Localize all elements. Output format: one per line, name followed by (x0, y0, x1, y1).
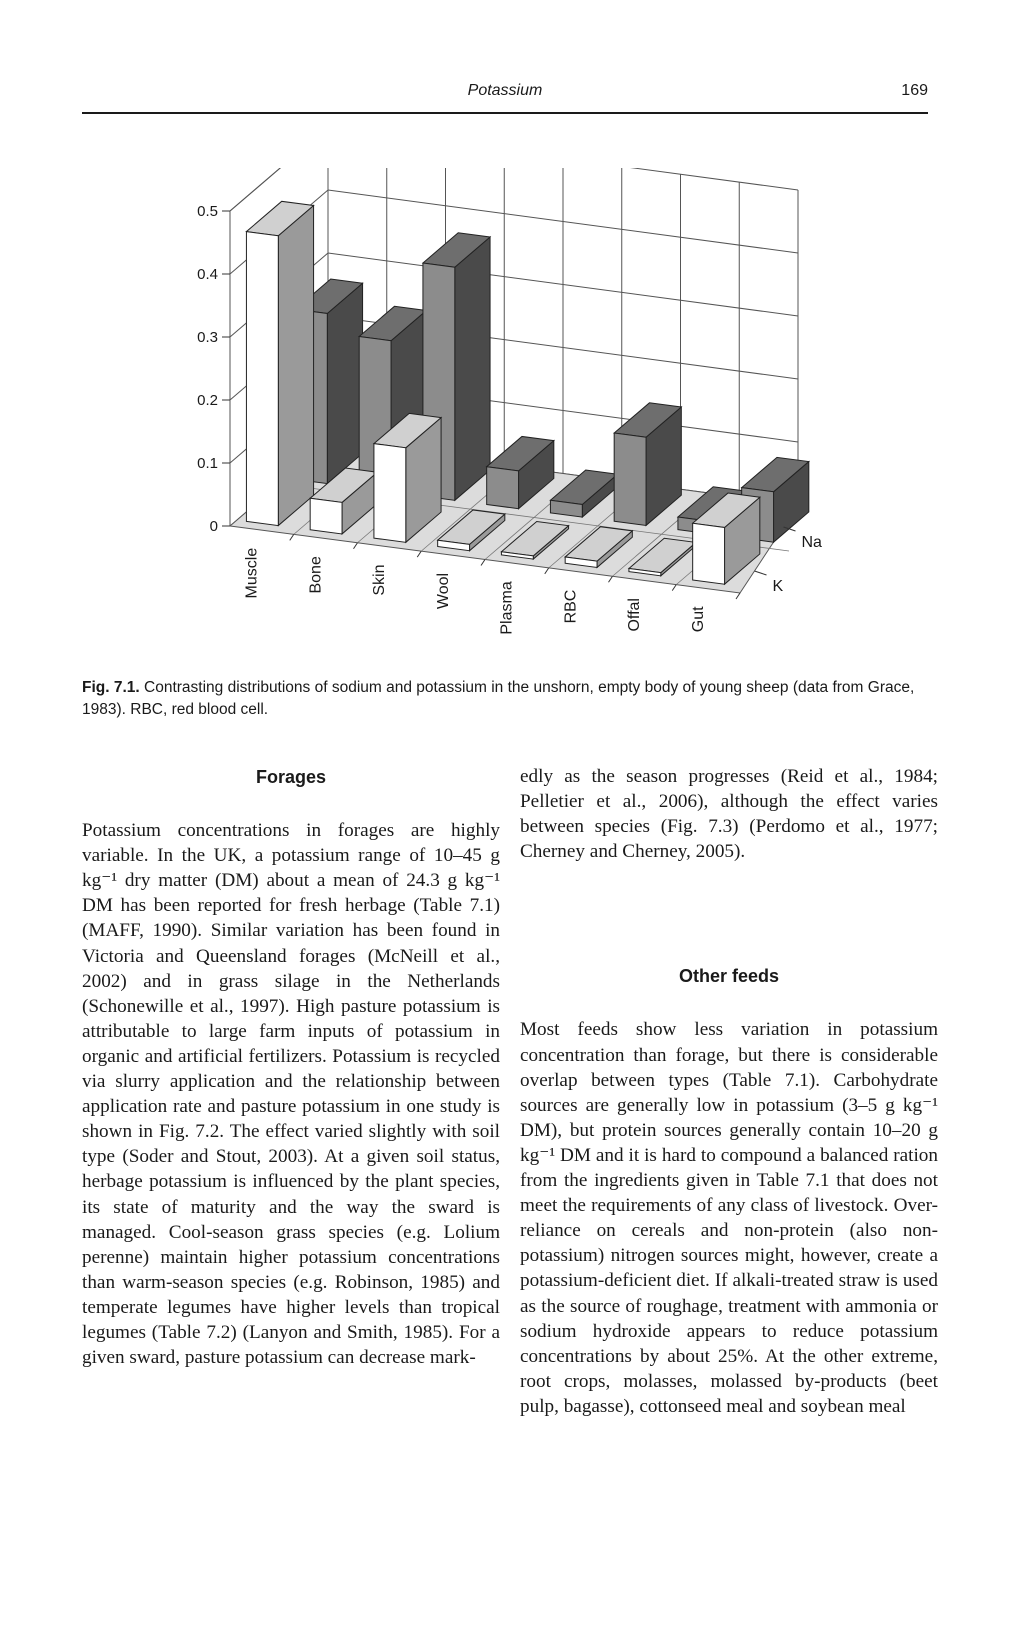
running-head (82, 80, 928, 114)
y-tick-label: 0.2 (197, 392, 218, 409)
category-label-muscle: Muscle (243, 547, 261, 599)
section-heading-forages: Forages (255, 767, 327, 787)
series-label-k: K (772, 578, 784, 595)
x-tick-mark (354, 543, 358, 549)
page-number: 169 (901, 82, 928, 99)
series-tick-mark (755, 571, 767, 575)
caption-text: Contrasting distributions of sodium and potassium in the unshorn, empty body of young sheep (data from Grace, 1983). RBC, red blood cell. (82, 679, 915, 718)
bar-front-face (310, 498, 342, 534)
x-tick-mark (290, 534, 294, 540)
y-tick-label: 0.4 (197, 266, 218, 283)
left-column (82, 765, 500, 1370)
bar-front-face (246, 232, 278, 526)
x-tick-mark (736, 593, 740, 599)
bar-side-face (278, 206, 313, 526)
x-tick-mark (672, 585, 676, 591)
category-label-rbc: RBC (562, 589, 580, 624)
bar-side-face (455, 237, 490, 500)
figure-caption (82, 677, 928, 721)
bar-k-muscle (246, 201, 313, 525)
series-label-na: Na (801, 534, 822, 551)
y-tick-label: 0.3 (197, 329, 218, 346)
category-label-gut: Gut (689, 606, 707, 633)
y-tick-label: 0 (209, 518, 218, 535)
x-tick-mark (481, 560, 485, 566)
category-label-wool: Wool (434, 572, 452, 610)
category-label-skin: Skin (371, 564, 389, 596)
caption-label: Fig. 7.1. (82, 679, 140, 696)
y-tick-label: 0.1 (197, 455, 218, 472)
bar-front-face (614, 433, 646, 525)
continued-paragraph: edly as the season progresses (Reid et al., 1984; Pelletier et al., 2006), although the effect varies between species (Fig. 7.3) (Perdomo et al., 1977; Cherney and Cherney, 2005). (520, 766, 938, 863)
figure-7-1-chart (150, 168, 850, 658)
other-feeds-paragraph: Most feeds show less variation in potassium concentration than forage, but there is considerable overlap between types (Table 7.1). Carbohydrate sources are generally low in potassium (3–5 g kg⁻¹ DM), but protein sources generally contain 10–20 g kg⁻¹ DM and it is hard to compound a balanced ration from the ingredients given in Table 7.1 that does not meet the requirements of any class of livestock. Over-reliance on cereals and non-protein (also non-potassium) nitrogen sources might, however, create a potassium-deficient diet. If alkali-treated straw is used as the source of roughage, treatment with ammonia or sodium hydroxide appears to reduce potassium concentrations by about 25%. At the other extreme, root crops, molasses, molassed by-products (beet pulp, bagasse), cottonseed meal and soybean meal (520, 1019, 938, 1417)
bar-front-face (487, 467, 519, 509)
running-title: Potassium (467, 82, 543, 99)
x-tick-mark (609, 576, 613, 582)
x-tick-mark (417, 551, 421, 557)
bar-front-face (374, 444, 406, 543)
x-tick-mark (545, 568, 549, 574)
category-label-offal: Offal (626, 598, 644, 632)
bar-front-face (693, 523, 725, 584)
right-column (520, 764, 938, 1419)
y-tick-label: 0.5 (197, 203, 218, 220)
bar-side-face (327, 283, 362, 483)
section-heading-other-feeds: Other feeds (678, 966, 780, 987)
category-label-bone: Bone (307, 556, 325, 594)
category-label-plasma: Plasma (498, 581, 516, 635)
forages-paragraph: Potassium concentrations in forages are highly variable. In the UK, a potassium range of 10–45 g kg⁻¹ dry matter (DM) about a mean of 24.3 g kg⁻¹ DM has been reported for fresh herbage (Table 7.1) (MAFF, 1990). Similar variation has been found in Victoria and Queensland forages (McNeill et al., 2002) and in grass silage in the Netherlands (Schonewille et al., 1997). High pasture potassium is attributable to large farm inputs of potassium in organic and artificial fertilizers. Potassium is recycled via slurry application and the relationship between application rate and pasture potassium in one study is shown in Fig. 7.2. The effect varied slightly with soil type (Soder and Stout, 2003). At a given soil status, herbage potassium is influenced by the plant species, its state of maturity and the way the sward is managed. Cool-season grass species (e.g. Lolium perenne) maintain higher potassium concentrations than warm-season species (e.g. Robinson, 1985) and temperate legumes have higher levels than tropical legumes (Table 7.2) (Lanyon and Smith, 1985). For a given sward, pasture potassium can decrease mark- (82, 820, 500, 1369)
